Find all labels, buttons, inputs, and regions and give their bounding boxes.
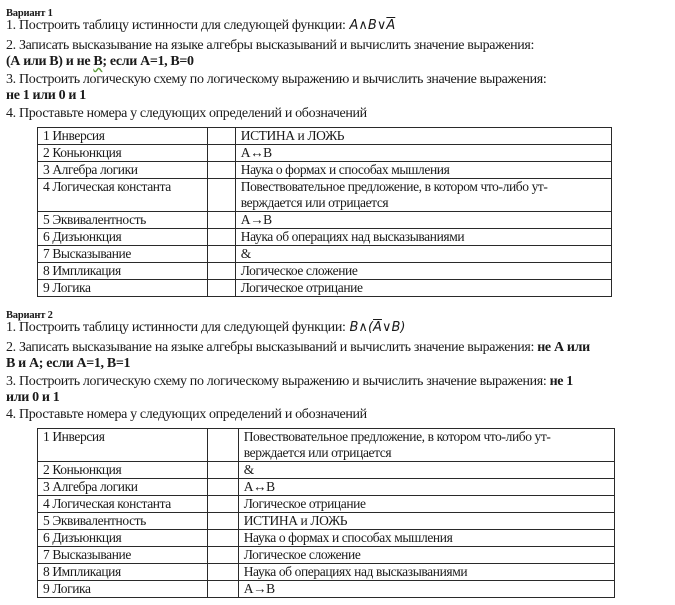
variant-1-definitions-table bbox=[37, 127, 612, 297]
table-row bbox=[38, 229, 612, 246]
task-1-text: 1. Построить таблицу истинности для следующей функции: bbox=[6, 18, 346, 33]
table-row bbox=[38, 212, 612, 229]
answer-cell[interactable] bbox=[207, 530, 238, 547]
variant-1-task-3: 3. Построить логическую схему по логическому выражению и вычислить значение выражения: bbox=[6, 72, 547, 87]
definition-cell: Логическое отрицание bbox=[235, 280, 611, 297]
term-cell: 2 Коньюнкция bbox=[38, 462, 208, 479]
variant-1-title: Вариант 1 bbox=[6, 8, 53, 19]
term-cell: 4 Логическая константа bbox=[38, 179, 208, 212]
term-cell: 9 Логика bbox=[38, 280, 208, 297]
definition-cell: Логическое сложение bbox=[235, 263, 611, 280]
answer-cell[interactable] bbox=[207, 246, 235, 263]
formula: $A\wedge B\vee\overline{A}$ bbox=[349, 18, 396, 33]
definition-cell: А→В bbox=[235, 212, 611, 229]
term-cell: 5 Эквивалентность bbox=[38, 212, 208, 229]
definition-cell: Повествовательное предложение, в котором что-либо ут- верждается или отрицается bbox=[238, 429, 614, 462]
term-cell: 3 Алгебра логики bbox=[38, 479, 208, 496]
answer-cell[interactable] bbox=[207, 280, 235, 297]
term-cell: 4 Логическая константа bbox=[38, 496, 208, 513]
term-cell: 6 Дизъюнкция bbox=[38, 229, 208, 246]
table-row bbox=[38, 429, 615, 462]
answer-cell[interactable] bbox=[207, 179, 235, 212]
table-row bbox=[38, 128, 612, 145]
answer-cell[interactable] bbox=[207, 128, 235, 145]
variant-1-task-1 bbox=[6, 18, 395, 34]
term-cell: 8 Импликация bbox=[38, 564, 208, 581]
definition-cell: А→В bbox=[238, 581, 614, 598]
answer-cell[interactable] bbox=[207, 513, 238, 530]
definition-cell: Наука о формах и способах мышления bbox=[238, 530, 614, 547]
variant-1-task-2: 2. Записать высказывание на языке алгебры высказываний и вычислить значение выражения: bbox=[6, 38, 535, 53]
term-cell: 7 Высказывание bbox=[38, 547, 208, 564]
term-cell: 3 Алгебра логики bbox=[38, 162, 208, 179]
table-row bbox=[38, 179, 612, 212]
term-cell: 9 Логика bbox=[38, 581, 208, 598]
definition-cell: А↔В bbox=[235, 145, 611, 162]
table-row bbox=[38, 496, 615, 513]
variant-2-task-4: 4. Проставьте номера у следующих определений и обозначений bbox=[6, 407, 367, 422]
definition-cell: Наука об операциях над высказываниями bbox=[235, 229, 611, 246]
definition-cell: Наука о формах и способах мышления bbox=[235, 162, 611, 179]
definition-cell: Повествовательное предложение, в котором что-либо ут- верждается или отрицается bbox=[235, 179, 611, 212]
definition-cell: & bbox=[238, 462, 614, 479]
table-row bbox=[38, 564, 615, 581]
task-1-text: 1. Построить таблицу истинности для следующей функции: bbox=[6, 320, 346, 335]
definition-cell: Логическое отрицание bbox=[238, 496, 614, 513]
table-row bbox=[38, 263, 612, 280]
variant-2-definitions-table bbox=[37, 428, 615, 598]
answer-cell[interactable] bbox=[207, 564, 238, 581]
variant-1-task-2-expression: (А или В) и не В; если А=1, В=0 bbox=[6, 54, 194, 69]
table-row bbox=[38, 479, 615, 496]
variant-1-task-4: 4. Проставьте номера у следующих определений и обозначений bbox=[6, 106, 367, 121]
definition-cell: & bbox=[235, 246, 611, 263]
answer-cell[interactable] bbox=[207, 479, 238, 496]
table-row bbox=[38, 246, 612, 263]
term-cell: 1 Инверсия bbox=[38, 429, 208, 462]
variant-2-task-2-expression: В и А; если А=1, В=1 bbox=[6, 356, 131, 371]
variant-2-task-3: 3. Построить логическую схему по логическому выражению и вычислить значение выражения: не 1 bbox=[6, 374, 573, 389]
variant-2-task-3-expression: или 0 и 1 bbox=[6, 390, 60, 405]
table-row bbox=[38, 530, 615, 547]
formula: $B\wedge(\overline{A}\vee B)$ bbox=[349, 320, 406, 335]
definition-cell: ИСТИНА и ЛОЖЬ bbox=[238, 513, 614, 530]
variant-1-task-3-expression: не 1 или 0 и 1 bbox=[6, 88, 86, 103]
term-cell: 1 Инверсия bbox=[38, 128, 208, 145]
table-row bbox=[38, 462, 615, 479]
definition-cell: Логическое сложение bbox=[238, 547, 614, 564]
definition-cell: А↔В bbox=[238, 479, 614, 496]
answer-cell[interactable] bbox=[207, 229, 235, 246]
term-cell: 8 Импликация bbox=[38, 263, 208, 280]
answer-cell[interactable] bbox=[207, 145, 235, 162]
answer-cell[interactable] bbox=[207, 581, 238, 598]
variant-2-title: Вариант 2 bbox=[6, 310, 53, 321]
answer-cell[interactable] bbox=[207, 429, 238, 462]
answer-cell[interactable] bbox=[207, 263, 235, 280]
table-row bbox=[38, 162, 612, 179]
variant-2-task-1 bbox=[6, 320, 405, 336]
table-row bbox=[38, 145, 612, 162]
term-cell: 6 Дизъюнкция bbox=[38, 530, 208, 547]
answer-cell[interactable] bbox=[207, 547, 238, 564]
answer-cell[interactable] bbox=[207, 496, 238, 513]
table-row bbox=[38, 513, 615, 530]
definition-cell: Наука об операциях над высказываниями bbox=[238, 564, 614, 581]
term-cell: 7 Высказывание bbox=[38, 246, 208, 263]
term-cell: 5 Эквивалентность bbox=[38, 513, 208, 530]
table-row bbox=[38, 581, 615, 598]
term-cell: 2 Коньюнкция bbox=[38, 145, 208, 162]
answer-cell[interactable] bbox=[207, 462, 238, 479]
table-row bbox=[38, 280, 612, 297]
table-row bbox=[38, 547, 615, 564]
variant-2-task-2: 2. Записать высказывание на языке алгебры высказываний и вычислить значение выражения: не А или bbox=[6, 340, 590, 355]
definition-cell: ИСТИНА и ЛОЖЬ bbox=[235, 128, 611, 145]
answer-cell[interactable] bbox=[207, 162, 235, 179]
answer-cell[interactable] bbox=[207, 212, 235, 229]
